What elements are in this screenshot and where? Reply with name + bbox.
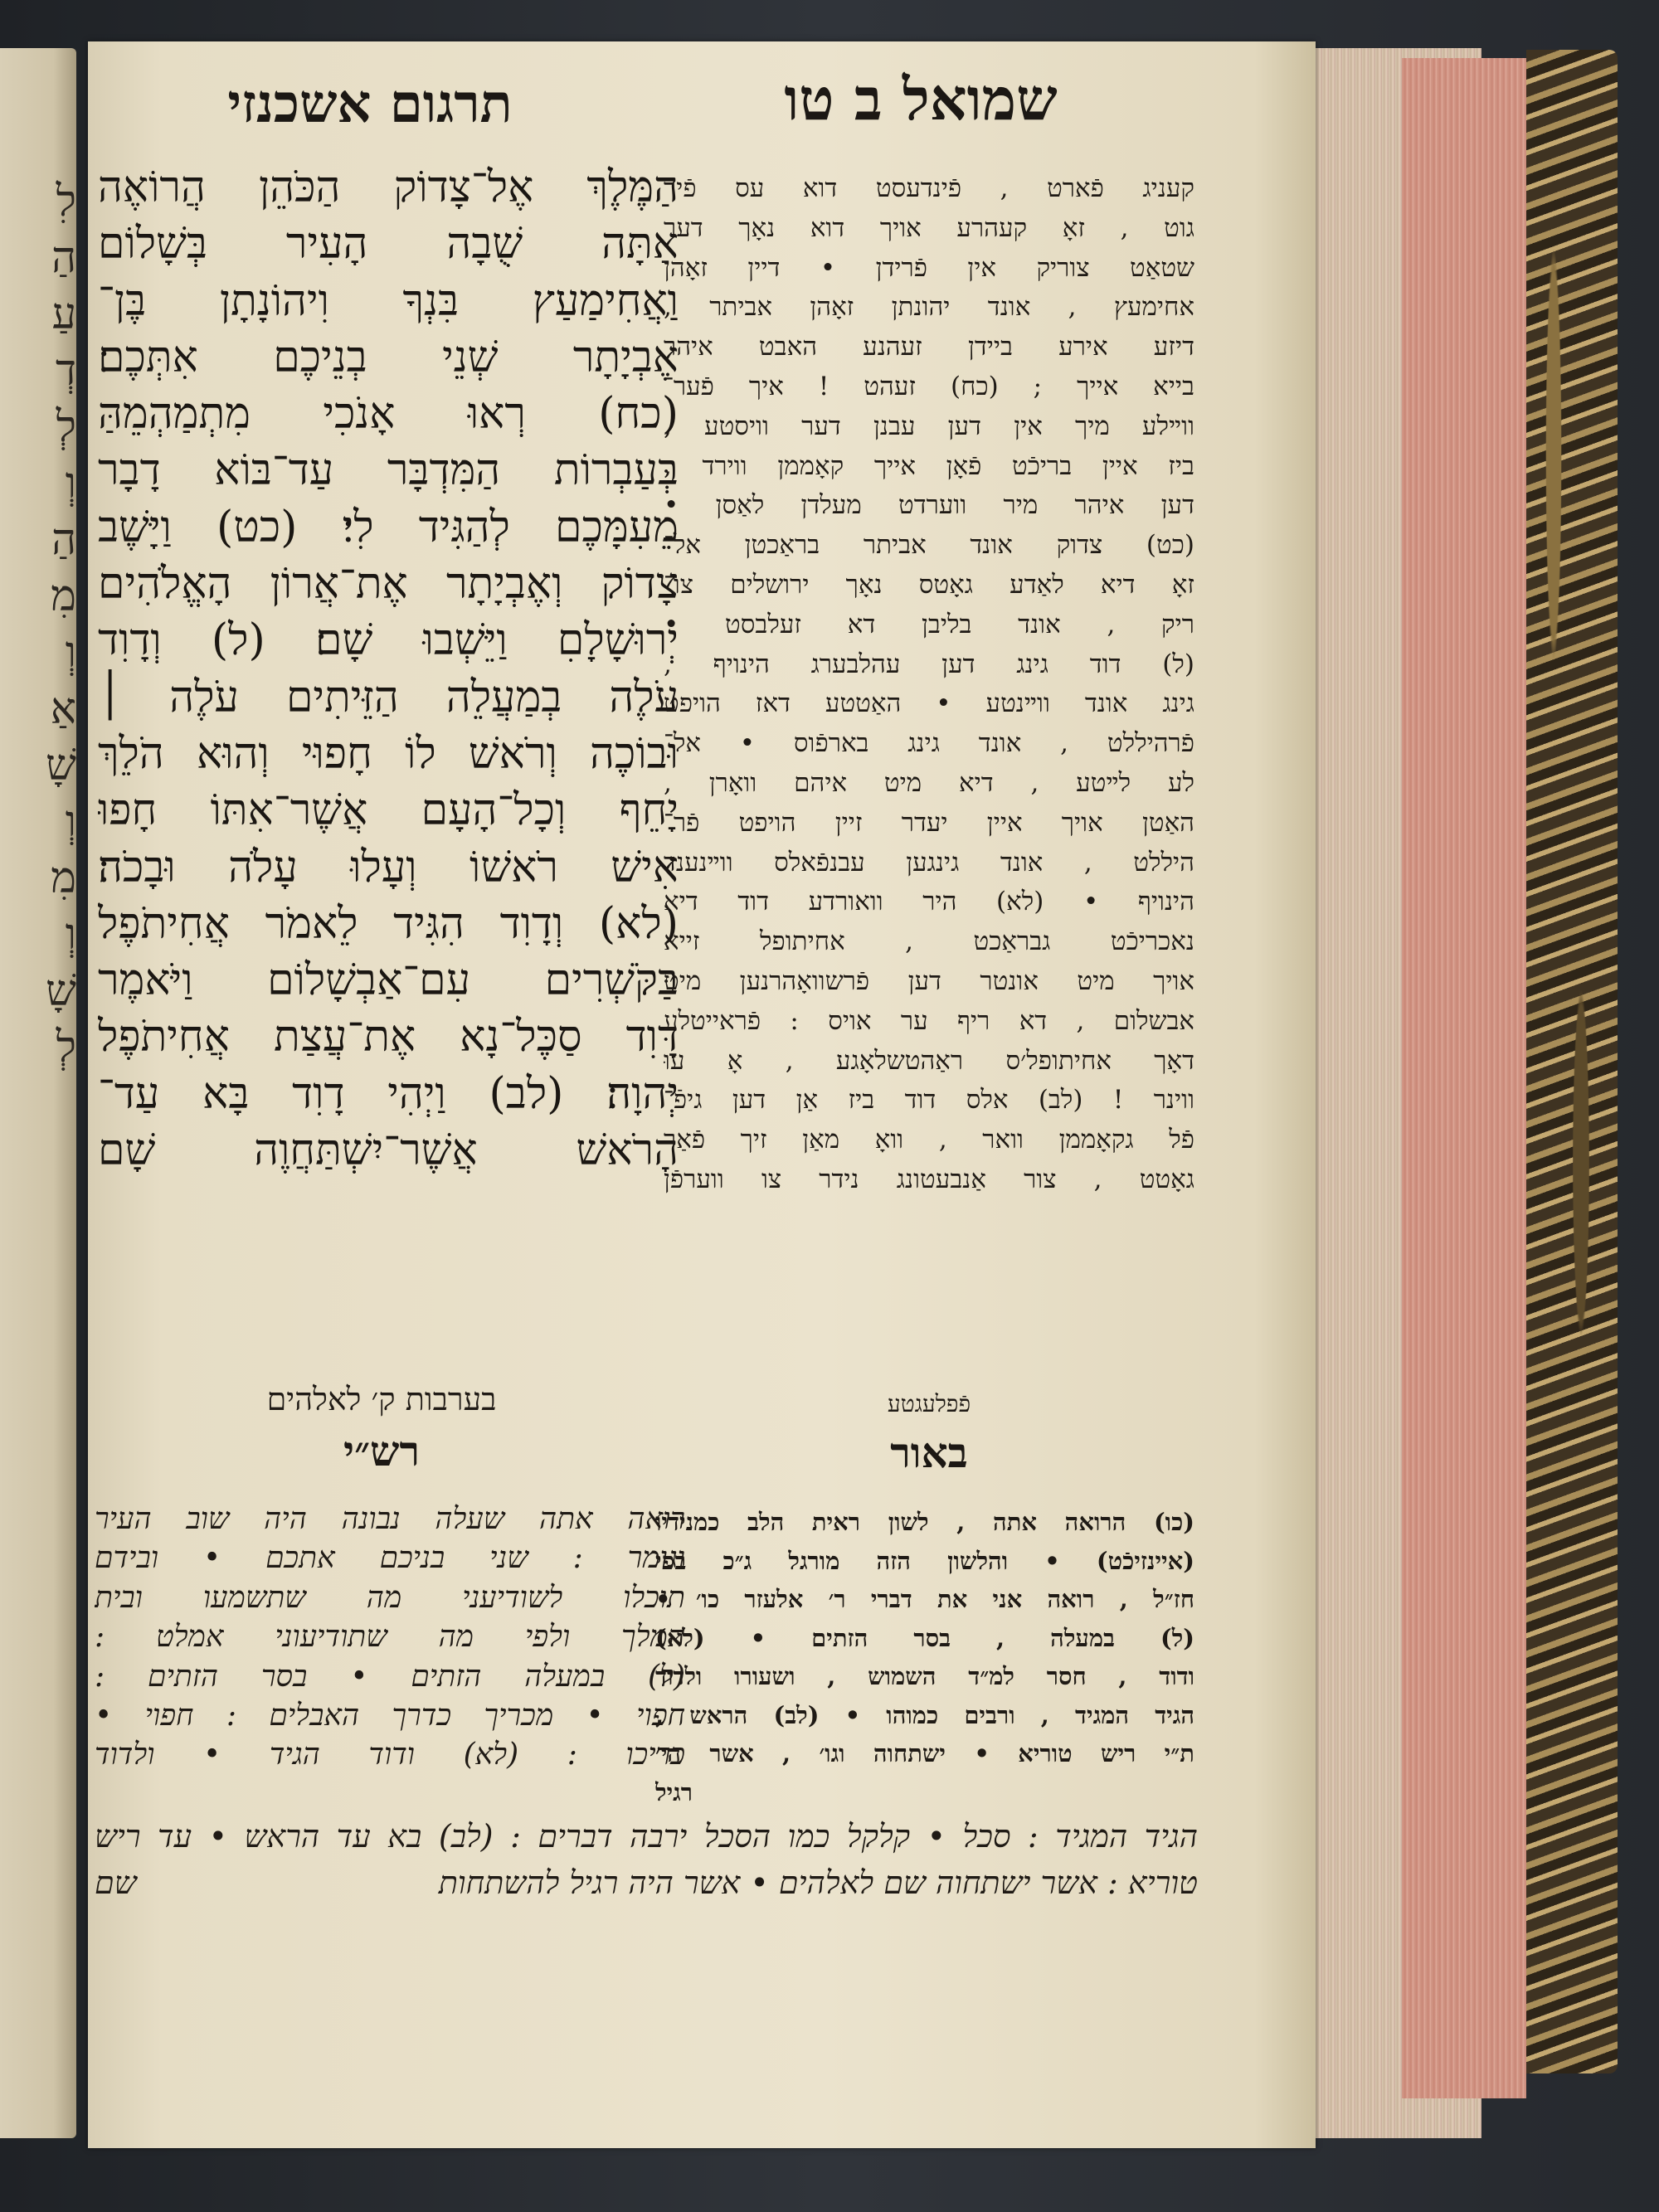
verse-line: (לא) וְדָוִד הִגִּיד לֵאמֹר אֲחִיתֹפֶל [98, 898, 679, 949]
translation-line: דאָך אחיתופל׳ס ראַהטשלאָגע , אָ עוּ [664, 1045, 1194, 1076]
running-header-book: שמואל ב טו [784, 65, 1058, 134]
previous-page-fragment: אַ [50, 684, 76, 734]
rashi-line: המלך ולפי מה שתודיעוני אמלט : [95, 1620, 685, 1655]
qere-note: בערבות ק׳ לאלהים [266, 1381, 497, 1417]
verse-line: אִישׁ רֹאשׁוֹ וְעָלוּ עָלֹה וּבָכֹה׃ [98, 842, 679, 892]
previous-page-fragment: דְ [55, 346, 76, 396]
verse-line: צָדוֹק וְאֶבְיָתָר אֶת־אֲרוֹן הָאֱלֹהִים [98, 559, 679, 610]
previous-page-fragment: וְ [65, 910, 76, 960]
rashi-line: וגומר : שני בניכם אתכם • ובידם [95, 1541, 685, 1576]
translation-line: פֿרהיללט , אונד גינג בארפֿוס • אל־ [664, 728, 1194, 759]
translation-line: בייא אייך ; (כח) זעהט ! איך פֿער־ [664, 371, 1194, 401]
verse-line: מֵעִמָּכֶם לְהַגִּיד לִי׃ (כט) וַיָּשֶׁב [98, 502, 679, 552]
previous-page-fragment: וְ [65, 797, 76, 847]
translation-line: דיזע אירע ביידן זעהנע האבט איהר [664, 332, 1194, 362]
previous-page-fragment: לְ [56, 402, 76, 452]
previous-page-fragment: עַ [51, 289, 76, 339]
translation-line: גאָטט , צור אַנבעטונג נידר צו ווערפֿן [664, 1164, 1194, 1194]
translation-continuation: פֿפלעגטע [887, 1390, 971, 1417]
translation-line: היללט , אונד גינגען עבנפֿאלס ווײנענד [664, 847, 1194, 878]
translation-line: אויך מיט אונטר דען פֿרשוואָהרנען מיט [664, 965, 1194, 996]
previous-page-fragment: שָׁ [46, 966, 76, 1016]
translation-line: גוט , זאָ קעהרע אויך דוא נאָך דער [664, 212, 1194, 243]
translation-line: קעניג פֿארט , פֿינדעסט דוא עס פֿיר [664, 173, 1194, 203]
translation-line: (ל) דוד גינג דען עהלבערג הינויף , [664, 649, 1194, 679]
running-header-translation: תרגום אשכנזי [227, 73, 513, 135]
previous-page [0, 48, 76, 2138]
rashi-line: רואה אתה שעלה נבונה היה שוב העיר [95, 1502, 685, 1536]
verse-line: בְּעַבְרוֹת הַמִּדְבָּר עַד־בּוֹא דָבָר [98, 445, 679, 496]
footer-line-text: טוריא : אשר ישתחוה שם לאלהים • אשר היה רגיל להשתחות [438, 1864, 1198, 1901]
verse-line: יְרוּשָׁלָםִ וַיֵּשְׁבוּ שָׁם׃ (ל) וְדָוִד [98, 615, 679, 666]
previous-page-fragment: וְ [65, 628, 76, 678]
previous-page-fragment: מִ [51, 853, 76, 903]
rashi-line: (ל) במעלה הזתים • בסר הזתים : [95, 1659, 685, 1694]
translation-line: (כט) צדוק אונד אביתר בראַכטן אל־ [664, 530, 1194, 561]
footer-commentary [95, 1813, 1198, 1906]
marbled-cover-edge [1526, 50, 1618, 2073]
verse-line: יָחֵף וְכָל־הָעָם אֲשֶׁר־אִתּוֹ חָפוּ [98, 785, 679, 836]
previous-page-fragment: הַ [51, 515, 76, 565]
verse-line: עֹלֶה בְמַעֲלֵה הַזֵּיתִים עֹלֶה ׀ [98, 672, 679, 722]
verse-line: בַּקֹּשְׁרִים עִם־אַבְשָׁלוֹם וַיֹּאמֶר [98, 955, 679, 1006]
translation-line: נאכריכֿט גבראַכט , אחיתופל זייא [664, 926, 1194, 957]
previous-page-fragment: מִ [51, 571, 76, 621]
verse-line: יְהוָה׃ (לב) וַיְהִי דָוִד בָּא עַד־ [98, 1068, 679, 1119]
biblical-text-column [98, 159, 679, 1179]
footer-line [95, 1860, 1198, 1906]
translation-line: ריק , אונד בליבן דא זעלבסט • [664, 609, 1194, 639]
translation-line: לע לײטע , דיא מיט איהם וואָרן , [664, 767, 1194, 798]
rashi-line: כריכו : (לא) ודוד הגיד • ולדוד [95, 1738, 685, 1772]
translation-line: ווינר ! (לב) אלס דוד ביז אַן דען גיפֿ־ [664, 1085, 1194, 1116]
translation-line: ווײלע מיך אין דען עבנן דער וויסטע , [664, 411, 1194, 441]
catchword: שם [95, 1864, 137, 1901]
rashi-line: תוכלו לשודיעני מה שתשמעו ובית [95, 1580, 685, 1615]
translation-line: דען איהר מיר ווערדט מעלדן לאַסן • [664, 490, 1194, 521]
translation-line: האַטן אויך איין יעדר זיין הויפט פֿר־ [664, 807, 1194, 838]
biur-line: חז״ל , רואה אני את דברי ר׳ אלעזר כו׳ • [655, 1585, 1194, 1613]
rashi-line: חפוי • מכריך כדרך האבלים : חפוי • [95, 1698, 685, 1733]
verse-line: אֶבְיָתָר שְׁנֵי בְנֵיכֶם אִתְּכֶם׃ [98, 332, 679, 382]
verse-line: הַמֶּלֶךְ אֶל־צָדוֹק הַכֹּהֵן הֲרוֹאֶה [98, 163, 679, 212]
translation-column [664, 169, 1194, 1200]
biur-line: (ל) במעלה , בסר הזתים • (לא) [655, 1623, 1194, 1652]
translation-line: הינויף • (לא) היר וואורדע דוד דיא [664, 887, 1194, 917]
biur-line: (כו) הרואה אתה , לשון ראית הלב כמנידיו [655, 1508, 1194, 1536]
previous-page-fragment: שָׁ [46, 741, 76, 790]
translation-line: שטאַט צוריק אין פֿרידן • דיין זאָהן [664, 252, 1194, 283]
footer-line: הגיד המגיד : סכל • קלקל כמו הסכל ירבה דברים : (לב) בא עד הראש • עד ריש [95, 1818, 1198, 1855]
biur-commentary [655, 1503, 1194, 1811]
previous-page-fragment: הַ [51, 233, 76, 283]
verse-line: דָּוִד סַכֶּל־נָא אֶת־עֲצַת אֲחִיתֹפֶל [98, 1012, 679, 1062]
biur-line: ודוד , חסר למ״ד השמוש , ושעורו ולדוד [655, 1662, 1194, 1690]
biur-line: הגיד המגיד , ורבים כמוהו • (לב) הראש , [655, 1700, 1194, 1729]
verse-line: אַתָּה שֻׁבָה הָעִיר בְּשָׁלוֹם [98, 219, 679, 270]
biur-heading: באור [890, 1428, 968, 1477]
previous-page-fragment: לְ [56, 1023, 76, 1072]
biur-line: ת״י ריש טוריא • ישתחוה וגו׳ , אשר הי׳ [655, 1739, 1194, 1767]
verse-line: הָרֹאשׁ אֲשֶׁר־יִשְׁתַּחֲוֶה שָׁם [98, 1125, 679, 1176]
verse-line: (כח) רְאוּ אָנֹכִי מִתְמַהְמֵהַּ [98, 389, 679, 440]
previous-page-fragment: לִ [56, 177, 76, 226]
previous-page-fragment: וְ [65, 459, 76, 508]
red-page-edges [1402, 58, 1526, 2098]
translation-line: אחימעץ , אונד יהונתן זאָהן אביתר , [664, 292, 1194, 323]
translation-line: זאָ דיא לאַדע גאָטס נאָך ירושלים צו־ [664, 569, 1194, 600]
translation-line: גינג אונד ווײנטע • האַטטע דאז הויפט [664, 688, 1194, 719]
translation-line: אבשלום , דא ריף ער אויס : פֿראייטלע [664, 1005, 1194, 1036]
biur-line: (איינזיכֿט) • והלשון הזה מורגל ג״כ בפי [655, 1546, 1194, 1575]
verse-line: וַאֲחִימַעַץ בִּנְךָ וִיהוֹנָתָן בֶּן־ [98, 275, 679, 326]
translation-line: פֿל גקאָממן וואר , וואָ מאַן זיך פֿאַר [664, 1125, 1194, 1155]
rashi-commentary [95, 1500, 685, 1775]
biur-line: רגיל [655, 1777, 693, 1806]
rashi-heading: רש״י [343, 1427, 421, 1475]
translation-line: ביז איין בריכֿט פֿאָן אייך קאָממן ווירד , [664, 450, 1194, 481]
verse-line: וּבוֹכֶה וְרֹאשׁ לוֹ חָפוּי וְהוּא הֹלֵךְ [98, 728, 679, 779]
